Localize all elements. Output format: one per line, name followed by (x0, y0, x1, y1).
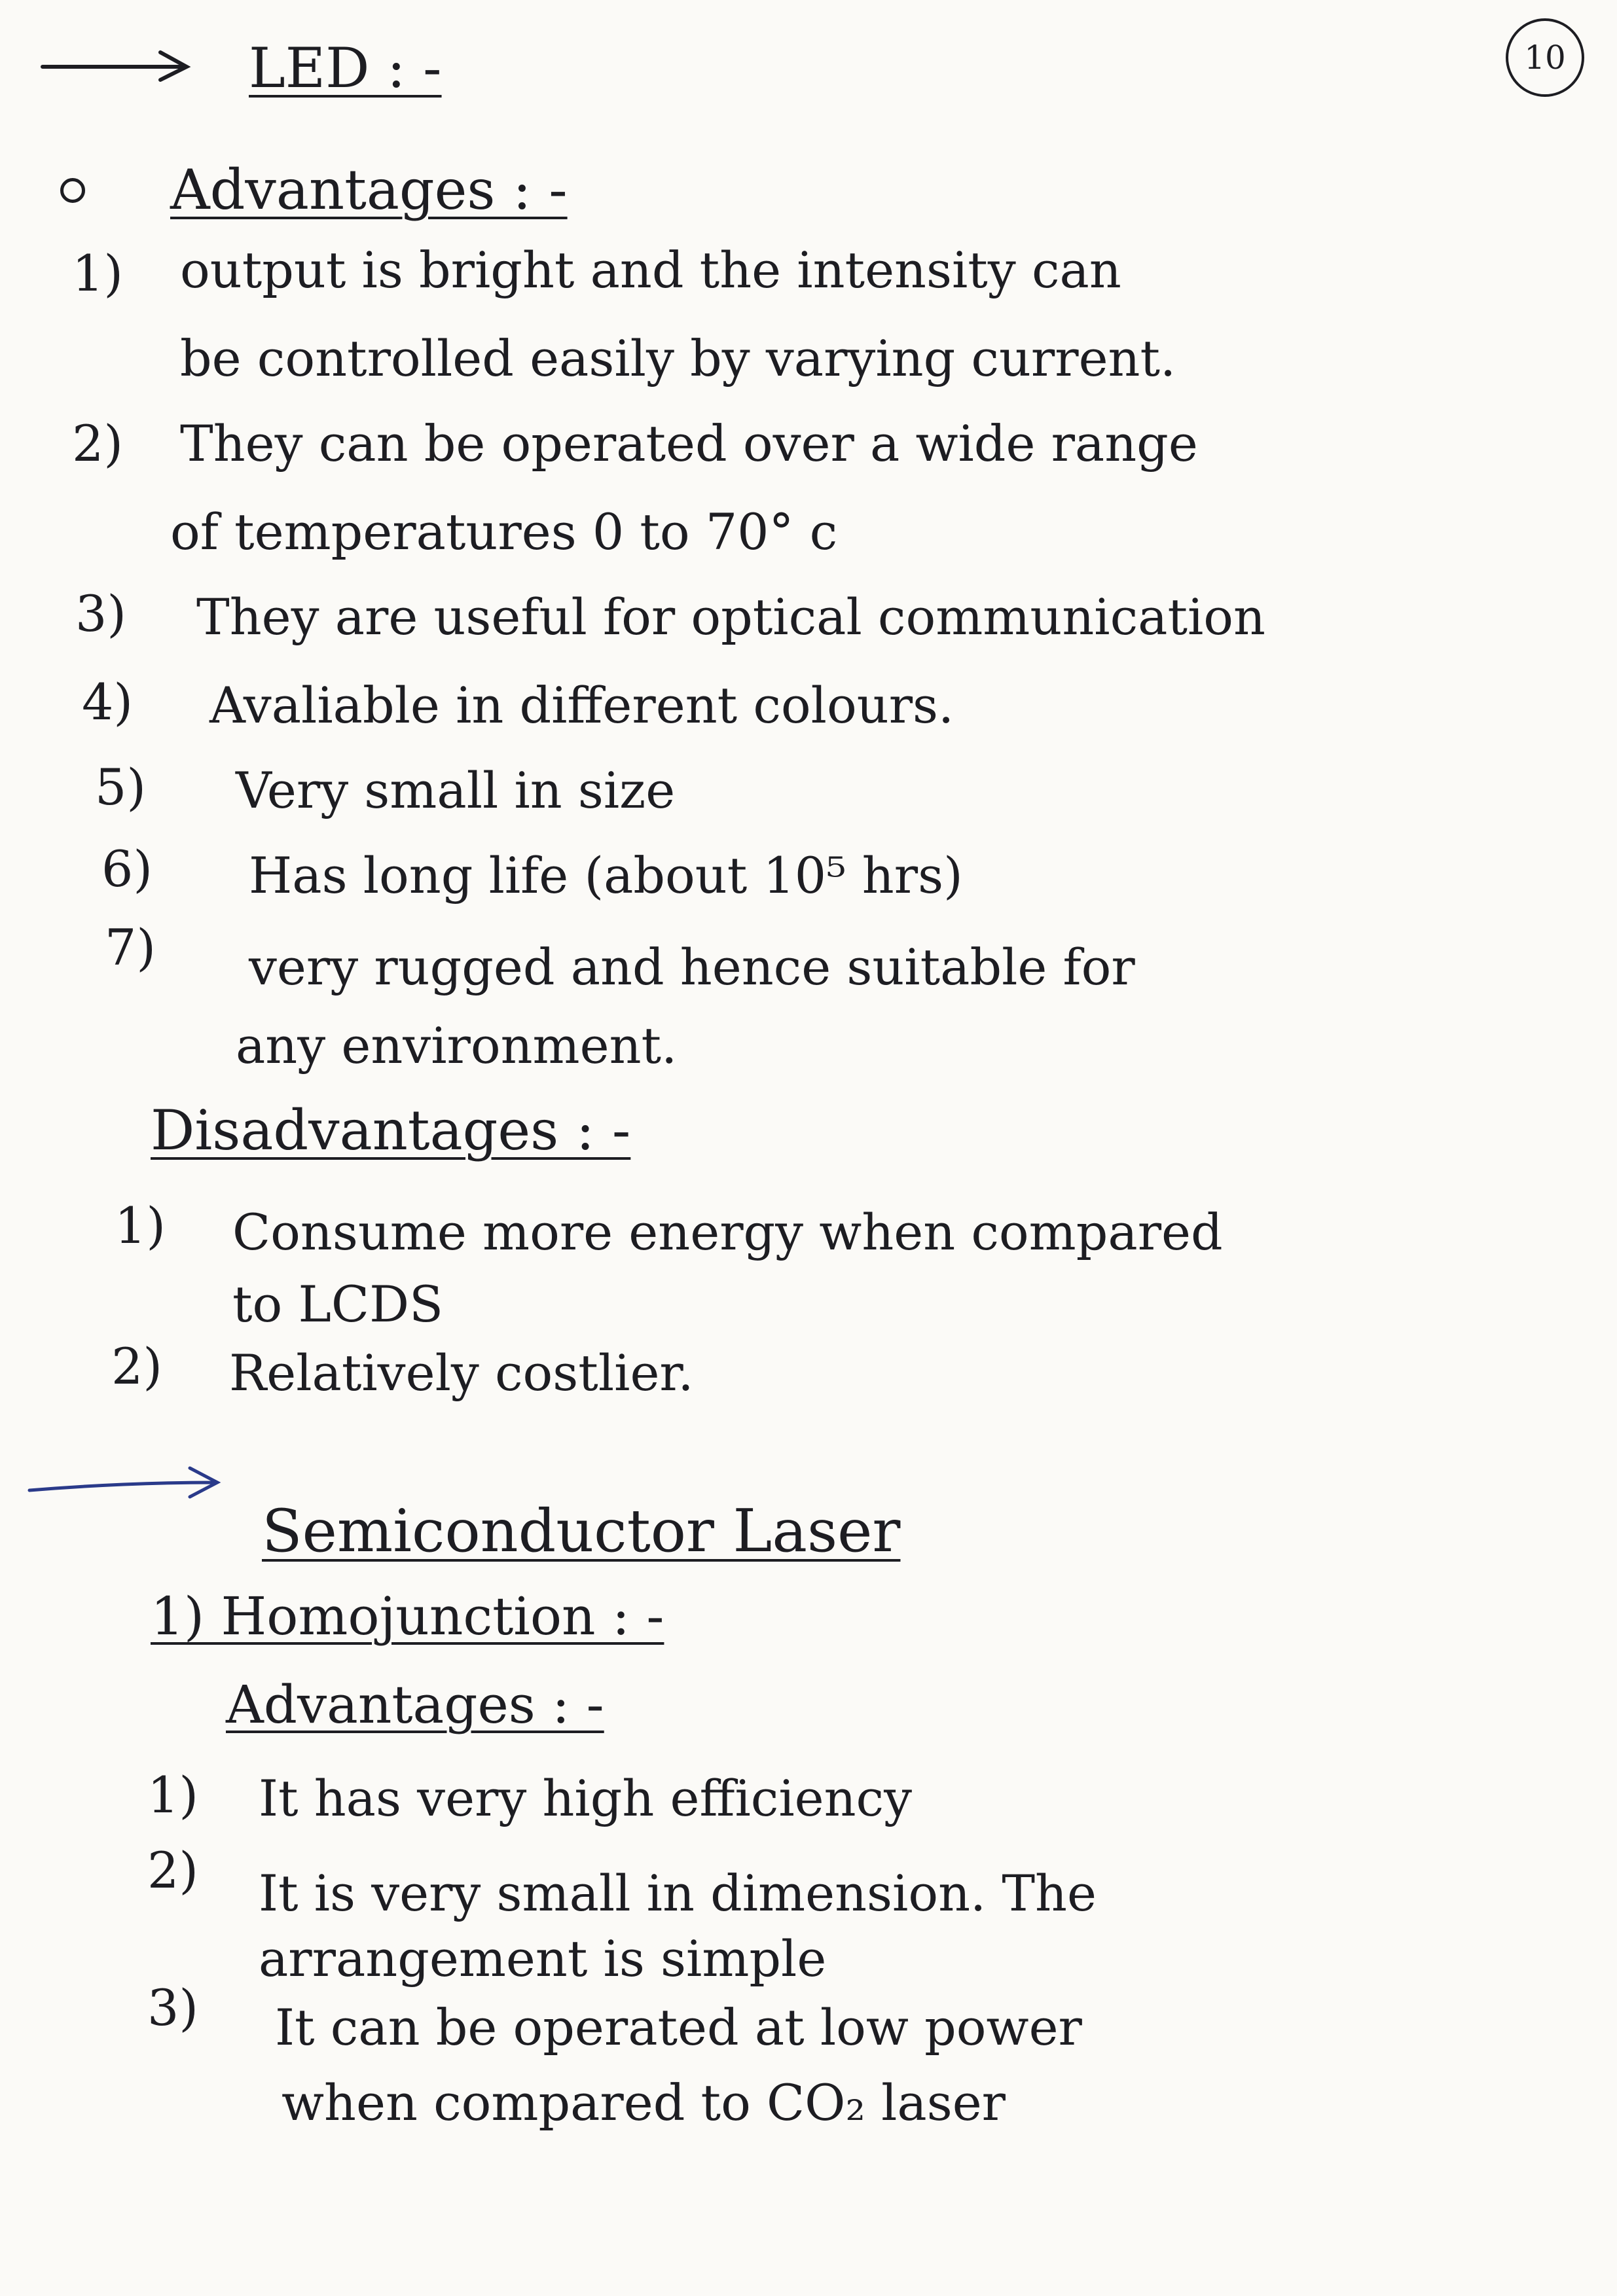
list-item-text: Avaliable in different colours. (209, 676, 954, 734)
list-item-text: when compared to CO₂ laser (282, 2073, 1006, 2132)
list-item-text: They are useful for optical communication (196, 588, 1265, 646)
led-advantages-title: Advantages : - (170, 158, 568, 222)
led-disadvantages-title: Disadvantages : - (151, 1098, 631, 1162)
list-item-text: arrangement is simple (259, 1929, 827, 1988)
list-item-text: Has long life (about 10⁵ hrs) (249, 846, 963, 905)
list-item-text: any environment. (236, 1016, 678, 1075)
list-item-number: 3) (147, 1979, 199, 2037)
list-item-text: Very small in size (236, 761, 676, 819)
list-item-number: 4) (82, 673, 134, 731)
list-item-text: output is bright and the intensity can (180, 241, 1121, 299)
bullet-icon (60, 178, 85, 203)
led-title: LED : - (249, 36, 442, 100)
list-item-number: 2) (111, 1337, 163, 1395)
list-item-number: 1) (147, 1766, 199, 1824)
arrow-icon (39, 46, 196, 85)
list-item-text: very rugged and hence suitable for (249, 938, 1135, 996)
list-item-number: 2) (72, 414, 124, 473)
list-item-number: 2) (147, 1841, 199, 1899)
list-item-number: 6) (101, 840, 153, 898)
list-item-text: It has very high efficiency (259, 1769, 913, 1827)
list-item-text: be controlled easily by varying current. (180, 329, 1176, 387)
list-item-text: They can be operated over a wide range (180, 414, 1198, 473)
list-item-number: 3) (75, 584, 127, 643)
list-item-text: It can be operated at low power (275, 1998, 1082, 2056)
homojunction-title: 1) Homojunction : - (151, 1586, 664, 1647)
list-item-text: Consume more energy when compared (232, 1203, 1223, 1261)
laser-advantages-title: Advantages : - (226, 1674, 604, 1735)
page-number: 10 (1506, 18, 1584, 97)
list-item-text: It is very small in dimension. The (259, 1864, 1097, 1922)
laser-title: Semiconductor Laser (262, 1497, 901, 1566)
list-item-text: to LCDS (232, 1275, 444, 1333)
list-item-text: Relatively costlier. (229, 1344, 694, 1402)
list-item-number: 5) (95, 758, 147, 816)
list-item-text: of temperatures 0 to 70° c (170, 503, 838, 561)
list-item-number: 1) (115, 1196, 166, 1255)
arrow-icon (26, 1463, 223, 1509)
list-item-number: 7) (105, 918, 156, 977)
list-item-number: 1) (72, 244, 124, 302)
